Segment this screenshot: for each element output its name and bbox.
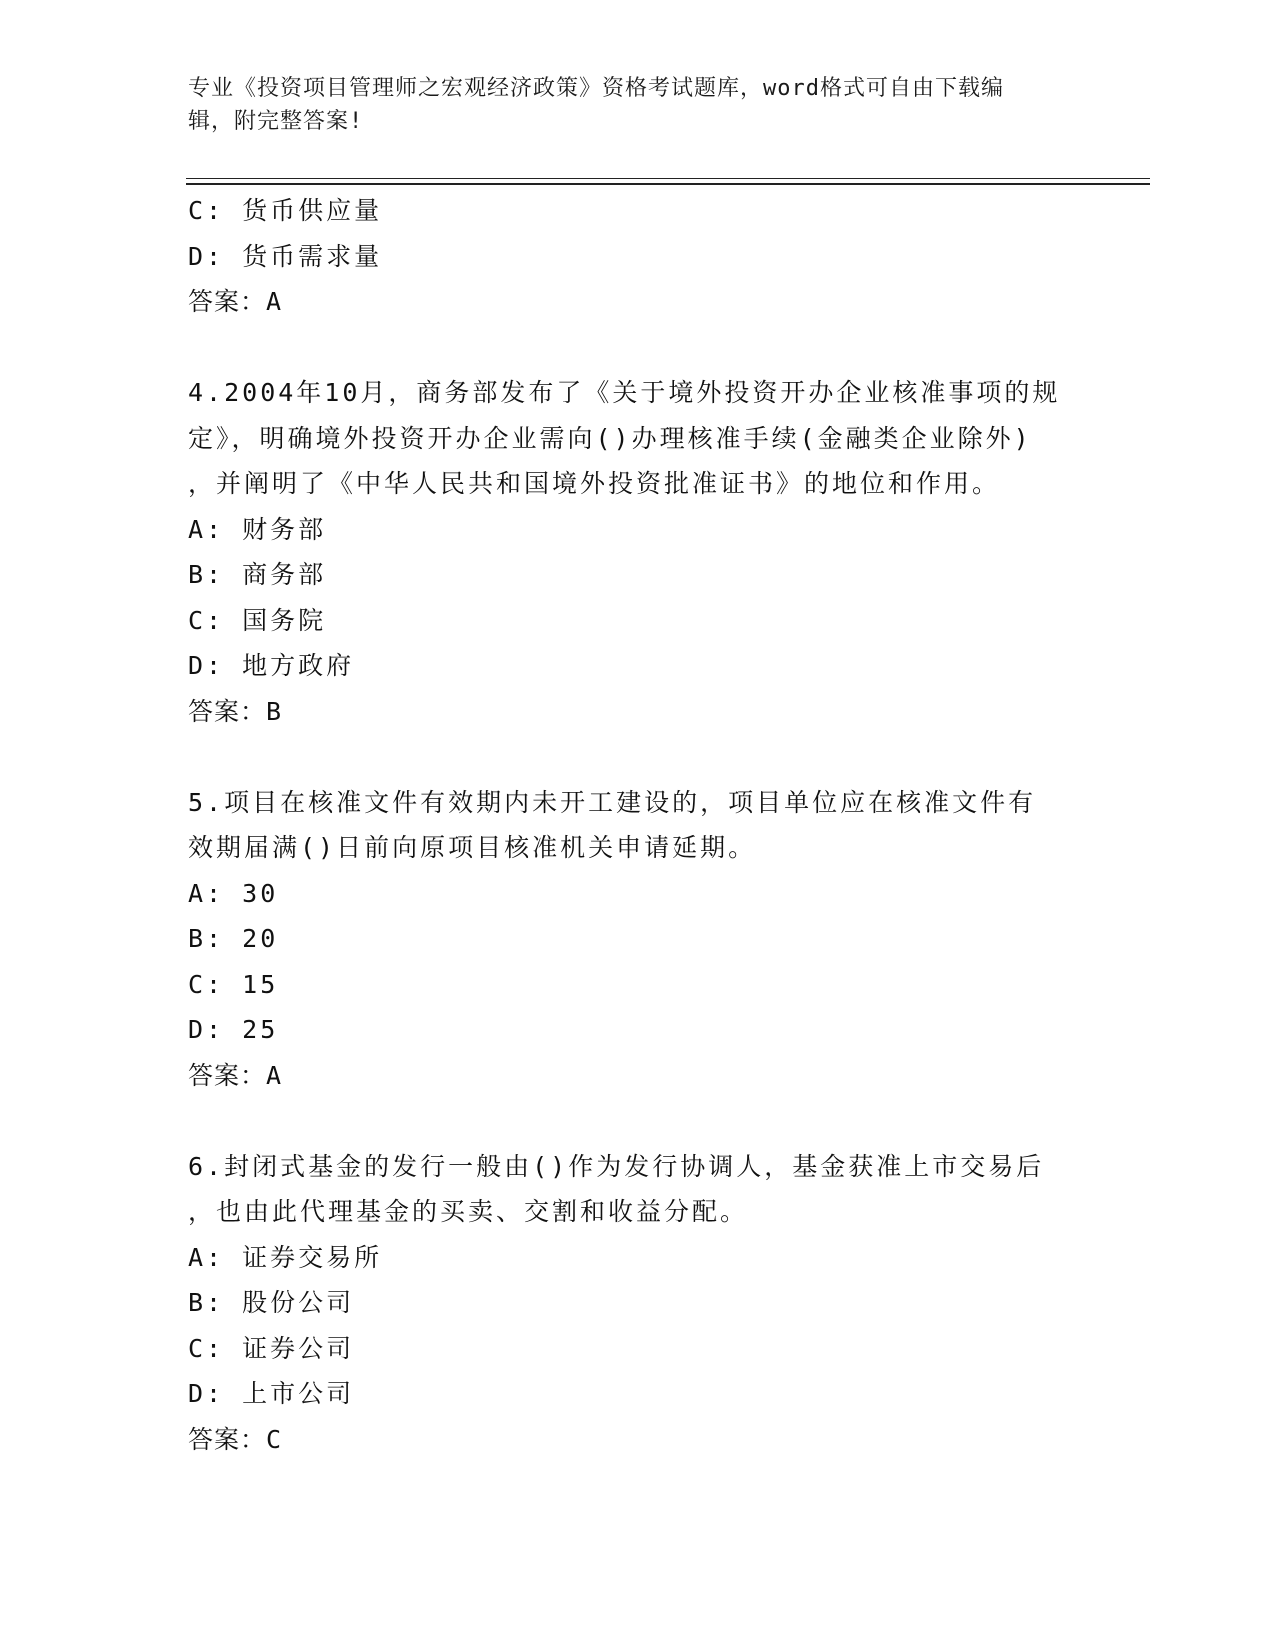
option-d: D: 上市公司 xyxy=(188,1379,355,1408)
header-rule-thick xyxy=(186,183,1150,185)
option-d: D: 地方政府 xyxy=(188,651,355,680)
question-text-line: 6.封闭式基金的发行一般由()作为发行协调人，基金获准上市交易后 xyxy=(188,1151,1045,1181)
option-c: C: 15 xyxy=(188,969,279,999)
option-b: B: 20 xyxy=(188,924,279,953)
question-text-line: 4.2004年10月，商务部发布了《关于境外投资开办企业核准事项的规 xyxy=(188,378,1061,407)
option-c: C: 证券公司 xyxy=(188,1333,355,1363)
answer-line: 答案：A xyxy=(188,287,283,316)
option-c: C: 国务院 xyxy=(188,605,327,635)
question-text-line: 效期届满()日前向原项目核准机关申请延期。 xyxy=(188,833,757,862)
question-text-line: ，也由此代理基金的买卖、交割和收益分配。 xyxy=(188,1197,749,1226)
spacer xyxy=(188,325,1088,371)
question-text-line: 定》，明确境外投资开办企业需向()办理核准手续(金融类企业除外) xyxy=(188,423,1032,453)
header-line-1: 专业《投资项目管理师之宏观经济政策》资格考试题库，word格式可自由下载编 xyxy=(188,76,1004,101)
option-d: D: 货币需求量 xyxy=(188,241,383,271)
option-a: A: 30 xyxy=(188,878,279,908)
answer-line: 答案：C xyxy=(188,1424,283,1454)
answer-line: 答案：B xyxy=(188,696,283,726)
question-text-line: ，并阐明了《中华人民共和国境外投资批准证书》的地位和作用。 xyxy=(188,469,1001,498)
answer-line: 答案：A xyxy=(188,1060,283,1090)
option-a: A: 财务部 xyxy=(188,514,327,544)
spacer xyxy=(188,734,1088,780)
option-d: D: 25 xyxy=(188,1015,279,1044)
option-c: C: 货币供应量 xyxy=(188,196,383,225)
option-b: B: 股份公司 xyxy=(188,1288,355,1317)
option-b: B: 商务部 xyxy=(188,560,327,589)
header-line-2: 辑，附完整答案! xyxy=(188,109,364,134)
question-list xyxy=(188,188,1088,1462)
question-4 xyxy=(188,370,1088,734)
question-3-tail xyxy=(188,188,1088,325)
question-text-line: 5.项目在核准文件有效期内未开工建设的，项目单位应在核准文件有 xyxy=(188,787,1037,817)
header-rule-thin xyxy=(186,178,1150,179)
spacer xyxy=(188,1098,1088,1144)
page-header xyxy=(188,72,1088,138)
question-5 xyxy=(188,780,1088,1099)
question-6 xyxy=(188,1144,1088,1463)
option-a: A: 证券交易所 xyxy=(188,1242,383,1272)
